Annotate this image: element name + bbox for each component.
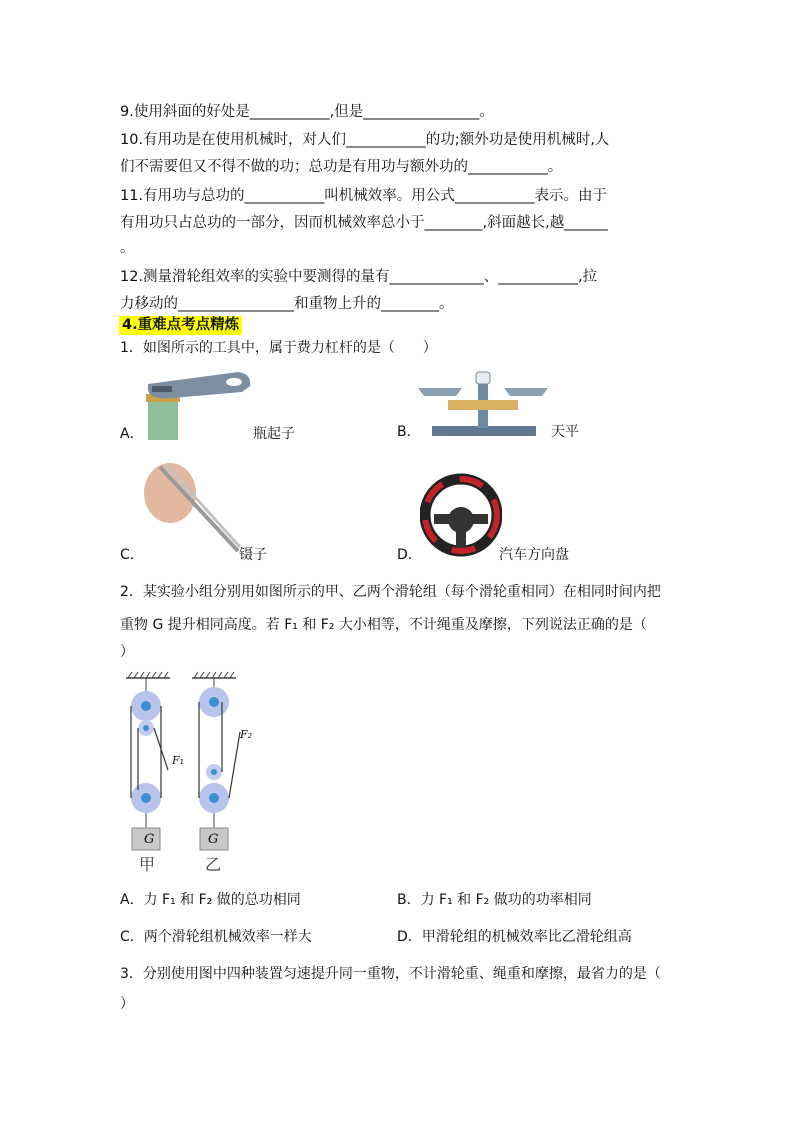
force-f1-label: F₁ — [172, 754, 185, 767]
q1-stem: 1．如图所示的工具中，属于费力杠杆的是（ ） — [120, 340, 437, 356]
question-11-line1: 11.有用功与总功的___________叫机械效率。用公式___________表示。由于 — [120, 188, 608, 204]
q3-stem-line2: ） — [120, 996, 134, 1012]
q2-option-b: B．力 F₁ 和 F₂ 做功的功率相同 — [397, 892, 592, 908]
q2-stem-line1: 2．某实验小组分别用如图所示的甲、乙两个滑轮组（每个滑轮重相同）在相同时间内把 — [120, 584, 661, 600]
balance-scale-image — [418, 370, 548, 438]
q1-option-d-letter: D． — [397, 547, 422, 563]
q1-option-a-letter: A． — [120, 426, 144, 442]
tweezers-image — [142, 455, 242, 555]
q1-option-b-letter: B． — [397, 424, 421, 440]
q2-option-a: A．力 F₁ 和 F₂ 做的总功相同 — [120, 892, 301, 908]
steering-wheel-image — [420, 470, 502, 560]
bottle-opener-image — [142, 368, 254, 440]
question-10-line2: 们不需要但又不得不做的功；总功是有用功与额外功的___________。 — [120, 159, 563, 175]
force-f2-label: F₂ — [240, 728, 253, 741]
figure-caption-yi: 乙 — [205, 855, 222, 874]
question-12-line1: 12.测量滑轮组效率的实验中要测得的量有_____________、___________,拉 — [120, 269, 598, 285]
q3-stem-line1: 3．分别使用图中四种装置匀速提升同一重物，不计滑轮重、绳重和摩擦，最省力的是（ — [120, 966, 661, 982]
pulley-systems-figure — [118, 670, 268, 872]
question-12-line2: 力移动的________________和重物上升的________。 — [120, 296, 454, 312]
weight-label-left: G — [144, 832, 155, 847]
q1-option-a-caption: 瓶起子 — [253, 426, 295, 442]
q2-stem-line3: ） — [120, 644, 134, 660]
weight-label-right: G — [208, 832, 219, 847]
q1-option-c-letter: C． — [120, 547, 144, 563]
question-10-line1: 10.有用功是在使用机械时，对人们___________的功;额外功是使用机械时,人 — [120, 132, 610, 148]
q2-stem-line2: 重物 G 提升相同高度。若 F₁ 和 F₂ 大小相等，不计绳重及摩擦，下列说法正确的是（ — [120, 617, 647, 633]
q1-option-d-caption: 汽车方向盘 — [499, 547, 569, 563]
question-9: 9.使用斜面的好处是___________,但是________________。 — [120, 104, 494, 120]
section-heading: 4.重难点考点精炼 — [119, 316, 242, 335]
q1-option-c-caption: 镊子 — [239, 547, 267, 563]
question-11-line3: 。 — [120, 240, 135, 256]
q1-option-b-caption: 天平 — [551, 424, 579, 440]
q2-option-d: D．甲滑轮组的机械效率比乙滑轮组高 — [397, 929, 632, 945]
q2-option-c: C．两个滑轮组机械效率一样大 — [120, 929, 312, 945]
figure-caption-jia: 甲 — [139, 855, 156, 874]
question-11-line2: 有用功只占总功的一部分，因而机械效率总小于________,斜面越长,越______ — [120, 215, 608, 231]
